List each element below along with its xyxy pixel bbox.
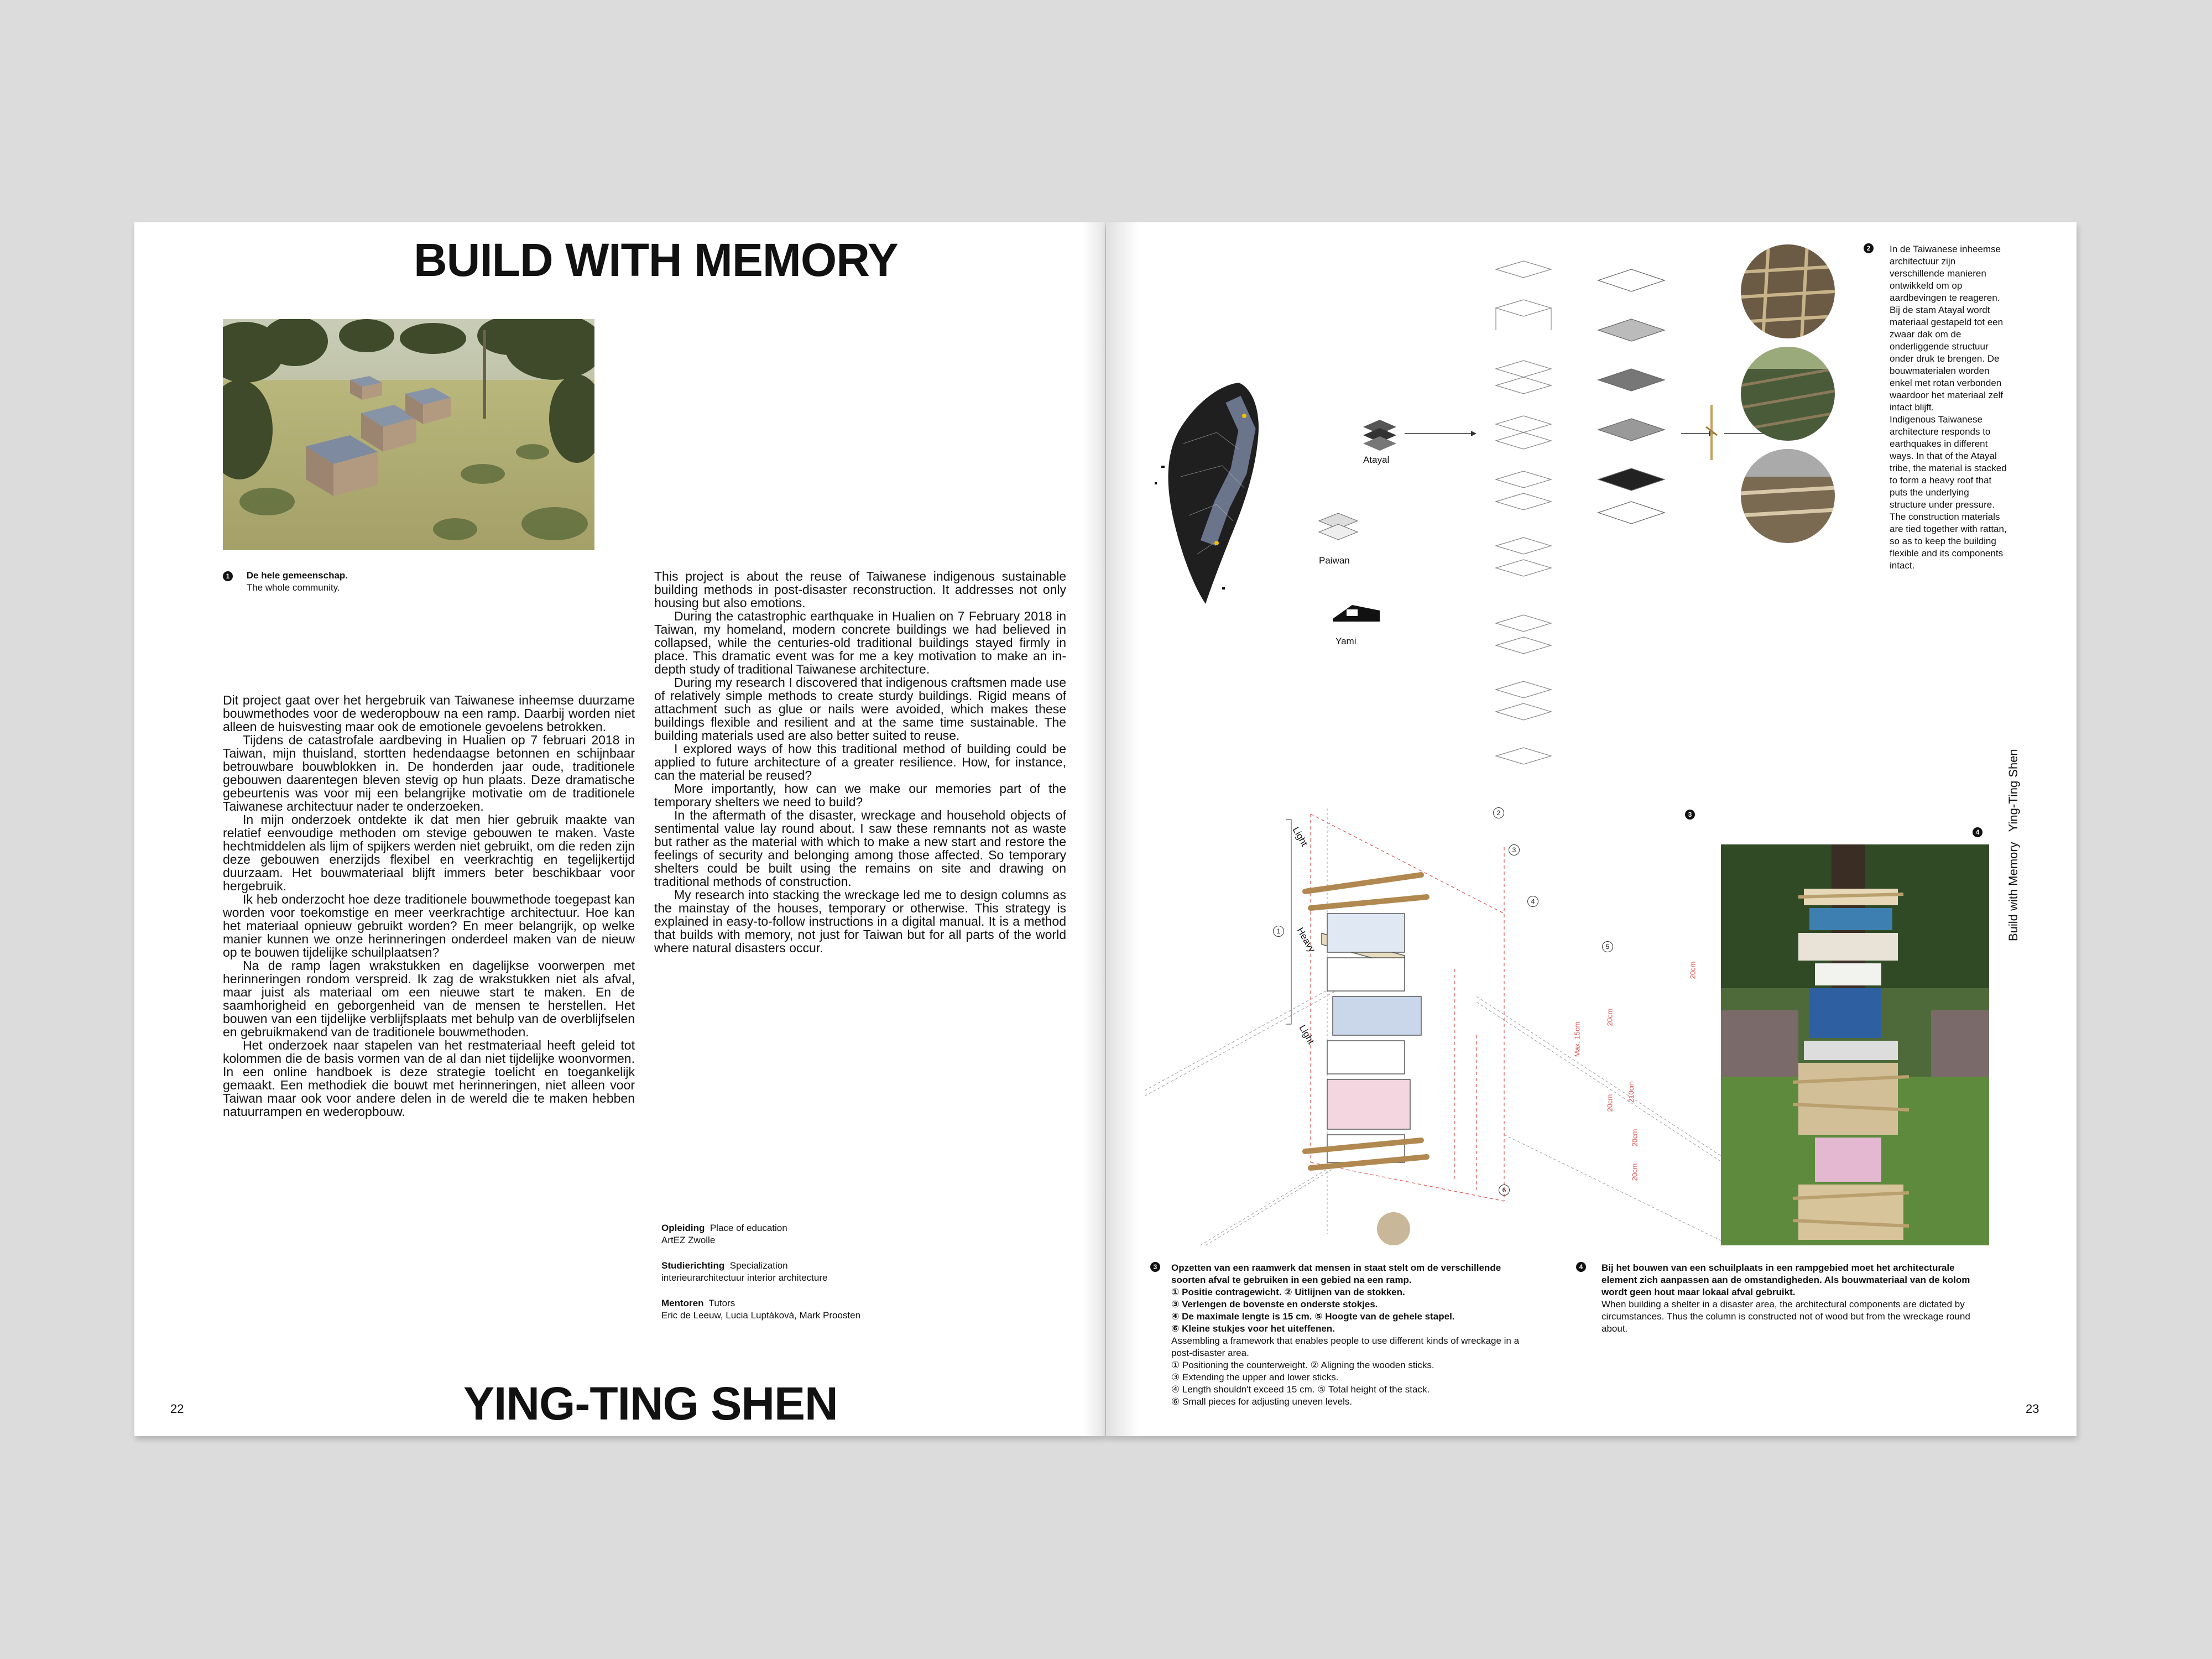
- label-light-bottom: Light: [1297, 1023, 1317, 1046]
- credits-block: [661, 1222, 949, 1322]
- arrow-to-layers: [1405, 430, 1477, 437]
- figure-number-badge: 3: [1150, 1262, 1160, 1272]
- dim-label: Max. 15cm: [1573, 1021, 1582, 1057]
- map-label-yami: Yami: [1335, 636, 1357, 646]
- map-label-paiwan: Paiwan: [1319, 555, 1350, 566]
- credit-tutors: Mentoren Tutors Eric de Leeuw, Lucia Luptáková, Mark Proosten: [661, 1298, 861, 1321]
- figure-number-badge: 1: [223, 571, 233, 581]
- page-number-left: 22: [170, 1402, 184, 1416]
- dim-label: 20cm: [1688, 961, 1697, 979]
- taiwan-map-image: [1150, 377, 1272, 609]
- dutch-paragraph: Het onderzoek naar stapelen van het restmateriaal heeft geleid tot kolommen die de basis vormen van de al dan niet tijdelijke woonvormen. In een online handboek is deze strategie toelicht en toegankelijk gemaakt. Een methodiek die bouwt met herinneringen, niet alleen voor Taiwan maar ook voor andere delen in de wereld die te maken hebben natuurrampen en wederopbouw.: [223, 1038, 635, 1119]
- figure-number-badge: 4: [1576, 1262, 1586, 1272]
- figure-number-badge: 2: [1864, 243, 1874, 253]
- diagram-callout-1: 1: [1273, 926, 1284, 937]
- label-light-top: Light: [1290, 825, 1310, 848]
- running-header: Build with Memory Ying-Ting Shen: [2006, 749, 2020, 941]
- atayal-roof-photo-1: [1741, 244, 1835, 338]
- caption-dutch: Bij het bouwen van een schuilplaats in een rampgebied moet het architecturale element zich aanpassen aan de omstandigheden. Als bouwmateriaal van de kolom wordt geen hout maar lokaal afval gebruikt.: [1601, 1262, 1970, 1297]
- structure-layers-diagram-a: [1490, 258, 1557, 800]
- english-paragraph: More importantly, how can we make our memories part of the temporary shelters we need to build?: [654, 781, 1066, 809]
- dutch-paragraph: Tijdens de catastrofale aardbeving in Hualien op 7 februari 2018 in Taiwan, mijn thuisland, stortten hedendaagse betonnen en schijnbaar betrouwbare bouwblokken in. De honderden jaar oude, traditionele gebouwen daarentegen bleven stevig op hun plaats. Deze dramatische gebeurtenis was voor mij een belangrijke motivatie om de traditionele Taiwanese architectuur nader te onderzoeken.: [223, 733, 635, 813]
- community-rendering-image: [223, 319, 594, 550]
- caption-dutch-line: ③ Verlengen de bovenste en onderste stokjes.: [1171, 1299, 1378, 1310]
- gutter-shadow: [1083, 222, 1105, 1436]
- dutch-paragraph: Dit project gaat over het hergebruik van Taiwanese inheemse duurzame bouwmethodes voor de wederopbouw na een ramp. Daarbij worden niet alleen de huisvesting maar ook de emotionele gevoelens betrokken.: [223, 693, 635, 734]
- english-paragraph: This project is about the reuse of Taiwanese indigenous sustainable building methods in post-disaster reconstruction. It addresses not only housing but also emotions.: [654, 569, 1066, 610]
- caption-english-line: ③ Extending the upper and lower sticks.: [1171, 1372, 1339, 1383]
- caption-dutch-line: ⑥ Kleine stukjes voor het uiteffenen.: [1171, 1323, 1335, 1334]
- english-body-text: [654, 570, 1066, 954]
- english-paragraph: In the aftermath of the disaster, wreckage and household objects of sentimental value lay round about. I saw these remnants not as waste but rather as the material with which to make a new start and restore the feelings of security and belonging among those affected. So temporary shelters could be built using the remains on site and drawing on traditional methods of construction.: [654, 808, 1066, 889]
- dutch-paragraph: Na de ramp lagen wrakstukken en dagelijkse voorwerpen met herinneringen rondom verspreid. Ik zag de wrakstukken niet als afval, maar juist als materiaal om een nieuwe start te maken. En de saamhorigheid en geborgenheid van de mensen te herstellen. Het bouwen van een tijdelijke verblijfsplaats met behulp van de overblijfselen en gebruikmakend van de traditionele bouwmethoden.: [223, 958, 635, 1039]
- caption-english-line: ① Positioning the counterweight. ② Aligning the wooden sticks.: [1171, 1360, 1434, 1370]
- caption-dutch-line: ④ De maximale lengte is 15 cm. ⑤ Hoogte van de gehele stapel.: [1171, 1311, 1455, 1322]
- credit-specialization: Studierichting Specialization interieurarchitectuur interior architecture: [661, 1260, 828, 1283]
- dim-label: 20cm: [1630, 1129, 1639, 1147]
- english-paragraph: I explored ways of how this traditional method of building could be applied to future architecture of a greater resilience. How, for instance, can the material be reused?: [654, 742, 1066, 782]
- caption-dutch-line: ① Positie contragewicht. ② Uitlijnen van de stokken.: [1171, 1287, 1405, 1297]
- figure-4-marker: 4: [1973, 827, 1983, 837]
- english-paragraph: During my research I discovered that indigenous craftsmen made use of relatively simple methods to create sturdy buildings. Rigid means of attachment such as glue or nails were avoided, which makes these buildings flexible and resilient and at the same time sustainable. The building materials used are also better suited to reuse.: [654, 675, 1066, 743]
- caption-english: When building a shelter in a disaster area, the architectural components are dictated by circumstances. Thus the column is constructed not of wood but from the wreckage round about.: [1601, 1299, 1970, 1334]
- english-paragraph: My research into stacking the wreckage led me to design columns as the mainstay of the houses, temporary or otherwise. This strategy is explained in easy-to-follow instructions in a digital manual. It is a method that builds with memory, not just for Taiwan but for all parts of the world where natural disasters occur.: [654, 888, 1066, 955]
- structure-layers-diagram-b: [1593, 264, 1670, 529]
- page-number-right: 23: [2026, 1402, 2039, 1416]
- paiwan-house-icon: [1316, 510, 1360, 546]
- dim-label: 20cm: [1605, 1094, 1614, 1112]
- author-name: YING-TING SHEN: [463, 1378, 838, 1430]
- credit-education: Opleiding Place of education ArtEZ Zwolle: [661, 1223, 787, 1245]
- figure-4-caption: [1576, 1262, 1985, 1335]
- atayal-roof-photo-3: [1741, 449, 1835, 543]
- caption-english-line: ④ Length shouldn't exceed 15 cm. ⑤ Total height of the stack.: [1171, 1384, 1430, 1395]
- english-paragraph: During the catastrophic earthquake in Hualien on 7 February 2018 in Taiwan, my homeland, modern concrete buildings we had believed in collapsed, while the centuries-old traditional buildings stayed firmly in place. This dramatic event was for me a key motivation to make an in-depth study of traditional Taiwanese architecture.: [654, 609, 1066, 676]
- map-label-atayal: Atayal: [1363, 455, 1390, 465]
- diagram-callout-6: 6: [1499, 1185, 1510, 1196]
- caption-english-line: Assembling a framework that enables people to use different kinds of wreckage in a post-disaster area.: [1171, 1335, 1520, 1358]
- dutch-body-text: [223, 693, 635, 1118]
- dim-label: 210cm: [1627, 1081, 1636, 1103]
- dim-label: 20cm: [1605, 1008, 1614, 1026]
- diagram-callout-4: 4: [1527, 896, 1538, 907]
- yami-house-icon: [1327, 599, 1383, 624]
- gutter-shadow: [1106, 222, 1139, 1436]
- caption-english: The whole community.: [246, 582, 340, 593]
- caption-dutch-line: Opzetten van een raamwerk dat mensen in staat stelt om de verschillende soorten afval te gebruiken in een gebied na een ramp.: [1171, 1262, 1501, 1285]
- caption-english: Indigenous Taiwanese architecture responds to earthquakes in different ways. In that of the Atayal tribe, the material is stacked to form a heavy roof that puts the underlying structure under pressure. The construction materials are tied together with rattan, so as to keep the building flexible and its components intact.: [1890, 414, 2007, 571]
- label-heavy: Heavy: [1295, 926, 1318, 954]
- left-page: [134, 222, 1105, 1436]
- caption-dutch: De hele gemeenschap.: [246, 570, 348, 581]
- dutch-paragraph: In mijn onderzoek ontdekte ik dat men hier gebruik maakte van relatief eenvoudige methoden om stevige gebouwen te maken. Vaste hechtmiddelen als lijm of spijkers werden niet gebruikt, om die reden zijn deze gebouwen enerzijds flexibel en veerkrachtig en tegelijkertijd duurzaam. Het bouwmateriaal blijft immers beter beschikbaar voor hergebruik.: [223, 812, 635, 893]
- diagram-callout-2: 2: [1493, 807, 1504, 818]
- atayal-house-icon: [1360, 413, 1399, 452]
- figure-2-caption: [1864, 243, 2007, 572]
- diagram-callout-3: 3: [1509, 844, 1520, 855]
- figure-3-caption: [1150, 1262, 1537, 1408]
- dim-label: 20cm: [1630, 1163, 1639, 1181]
- diagram-callout-5: 5: [1602, 941, 1613, 952]
- stacked-column-photo: [1721, 844, 1989, 1245]
- figure-3-marker: 3: [1685, 810, 1695, 820]
- page-title: BUILD WITH MEMORY: [414, 234, 898, 286]
- atayal-roof-photo-2: [1741, 347, 1835, 441]
- figure-1-caption: [223, 570, 348, 594]
- right-page: [1106, 222, 2077, 1436]
- dutch-paragraph: Ik heb onderzocht hoe deze traditionele bouwmethode toegepast kan worden voor toekomstige en meer veerkrachtige architectuur. Hoe kan het materiaal opnieuw gebruikt worden? En meer belangrijk, op welke manier kunnen we onze herinneringen onderdeel maken van de nieuw op te bouwen tijdelijke schuilplaatsen?: [223, 892, 635, 959]
- caption-dutch: In de Taiwanese inheemse architectuur zijn verschillende manieren ontwikkeld om op aardbevingen te reageren. Bij de stam Atayal wordt materiaal gestapeld tot een zwaar dak om de onderliggende structuur onder druk te brengen. De bouwmaterialen worden enkel met rotan verbonden waardoor het materiaal zelf intact blijft.: [1890, 244, 2004, 413]
- caption-english-line: ⑥ Small pieces for adjusting uneven levels.: [1171, 1396, 1353, 1407]
- rattan-joint-detail: [1703, 405, 1720, 460]
- column-axonometric-diagram: [1145, 803, 1731, 1245]
